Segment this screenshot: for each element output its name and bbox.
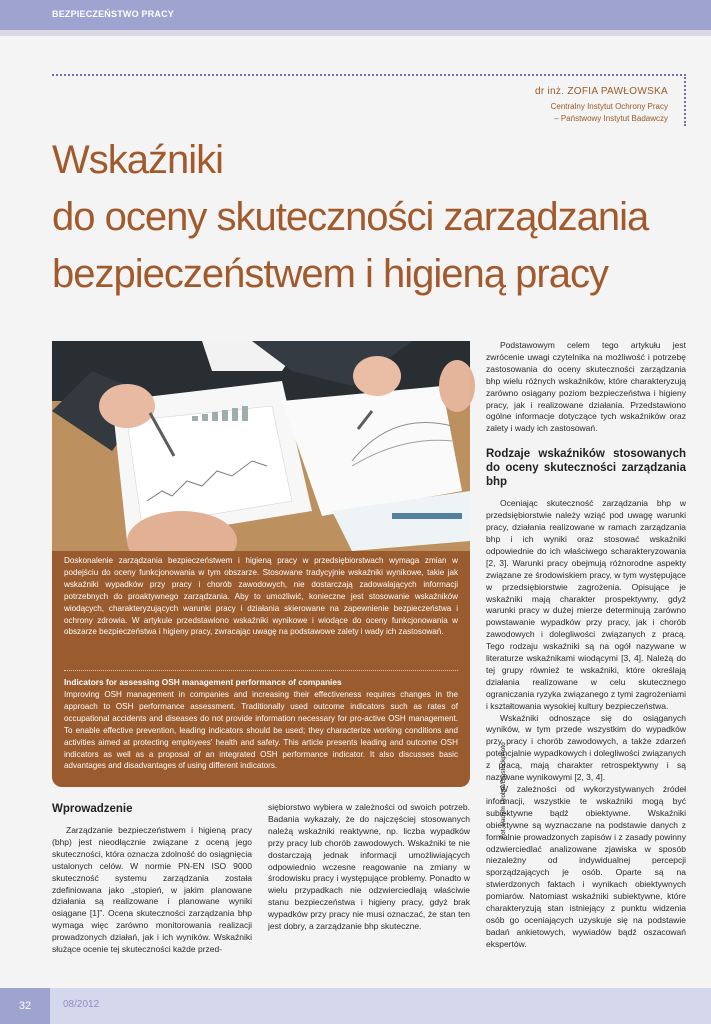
author-block bbox=[535, 86, 668, 125]
paragraph: Podstawowym celem tego artykułu jest zwrócenie uwagi czytelnika na możliwość i potrzebę zastosowania do oceny skuteczności zarządzania bhp wielu różnych wskaźników, które charakteryzują zarówno osiągany poziom bezpieczeństwa i higieny pracy, jak i realizowane działania. Przedstawiono ogólne informacje dotyczące tych wskaźników oraz zalety i wady ich zastosowań. bbox=[486, 340, 686, 434]
page-number: 32 bbox=[0, 988, 50, 1024]
column-2 bbox=[268, 802, 470, 933]
author-institution-line2: – Państwowy Instytut Badawczy bbox=[554, 114, 668, 123]
section-label: BEZPIECZEŃSTWO PRACY bbox=[52, 9, 175, 19]
issue-label: 08/2012 bbox=[63, 999, 100, 1010]
section-header-band bbox=[0, 0, 711, 30]
author-institution-line1: Centralny Instytut Ochrony Pracy bbox=[550, 102, 668, 111]
paragraph: W zależności od wykorzystywanych źródeł informacji, wszystkie te wskaźniki mogą być subiektywne bądź obiektywne. Wskaźniki obiektywne są wyznaczane na podstawie danych z formalnie prowadzonych zapisów i z zasady powinny odzwierciedlać analizowane zjawiska w sposób niezależny od indywidualnej percepcji sporządzających je osób. Oparte są na stwierdzonych faktach i wynikach obiektywnych pomiarów. Natomiast wskaźniki subiektywne, które charakteryzują stan istniejący z punktu widzenia osób go oceniających uzyskuje się na podstawie badań ankietowych, wywiadów bądź oszacowań ekspertów. bbox=[486, 784, 686, 949]
paragraph: Zarządzanie bezpieczeństwem i higieną pracy (bhp) jest nieodłącznie związane z oceną jego skuteczności, która oznacza zdolność do osiągnięcia ustalonych celów. W normie PN-EN ISO 9000 skuteczność systemu zarządzania została zdefiniowana jako „stopień, w jakim planowane działania są realizowane i planowane wyniki osiągane [1]”. Ocena skuteczności zarządzania bhp wymaga więc zarówno monitorowania realizacji prowadzonych działań, jak i ich wyników. Wskaźniki służące ocenie tej skuteczności każde przed- bbox=[52, 825, 252, 955]
heading-introduction: Wprowadzenie bbox=[52, 803, 133, 815]
paragraph: Oceniając skuteczność zarządzania bhp w przedsiębiorstwie należy wziąć pod uwagę warunki pracy, działania realizowane w ramach zarządzania bhp i ich wyniki oraz stosować wskaźniki odpowiednie do ich właściwego scharakteryzowania [2, 3]. Warunki pracy obejmują różnorodne aspekty związane ze środowiskiem pracy, w tym występujące w przedsiębiorstwie zagrożenia. Opisujące je wskaźniki mają charakter prospektywny, gdyż warunki pracy w dużej mierze determinują zarówno powstawanie wypadków przy pracy, jak i chorób zawodowych i dolegliwości związanych z pracą. Tego rodzaju wskaźniki są na ogół nazywane w literaturze wskaźnikami wiodącymi [3, 4]. Należą do tej grupy również te wskaźniki, które określają działania realizowane w celu skutecznego ograniczania ryzyka związanego z tymi zagrożeniami i kształtowania wysokiej kultury bezpieczeństwa. bbox=[486, 498, 686, 711]
column-3 bbox=[486, 340, 686, 951]
header-rule bbox=[0, 30, 711, 36]
title-line-1: Wskaźniki bbox=[52, 138, 224, 182]
photo-illustration bbox=[52, 341, 470, 551]
abstract-polish: Doskonalenie zarządzania bezpieczeństwem i higieną pracy w przedsiębiorstwach wymaga zmian w podejściu do oceny funkcjonowania w tym obszarze. Stosowane tradycyjnie wskaźniki wynikowe, takie jak wskaźniki wypadków przy pracy i chorób zawodowych, nie dostarczają zadowalających informacji potrzebnych do proaktywnego zarządzania. Aby to umożliwić, konieczne jest stosowanie wskaźników wiodących, charakteryzujących warunki pracy i działania skierowane na zapewnienie bezpieczeństwa i ochrony zdrowia. W artykule przedstawiono wskaźniki wynikowe i wiodące do oceny funkcjonowania w obszarze bezpieczeństwa i higieny pracy, zwracając uwagę na podstawowe zalety i wady ich zastosowań. bbox=[64, 556, 458, 637]
abstract-english: Improving OSH management in companies and increasing their effectiveness requires changes in the approach to OSH performance assessment. Traditionally used outcome indicators such as rates of occupational accidents and diseases do not provide information necessary for pro-active OSH management. To enable effective prevention, leading indicators should be used; they characterize working conditions and activities aimed at protecting employees' health and safety. This article presents leading and outcome OSH indicators as well as a proposal of an integrated OSH performance indicator. It also discusses basic advantages and disadvantages of using different indicators. bbox=[64, 690, 458, 771]
paragraph: siębiorstwo wybiera w zależności od swoich potrzeb. Badania wykazały, że do najczęściej stosowanych należą wskaźniki reaktywne, np. liczba wypadków przy pracy lub chorób zawodowych. Wskaźniki te nie dostarczają jednak informacji umożliwiających odpowiednio wczesne reagowanie na zmiany w środowisku pracy i występujące problemy. Ponadto w wielu przypadkach nie odzwierciedlają właściwie stanu bezpieczeństwa i higieny pracy, gdyż brak wypadków przy pracy nie musi oznaczać, że stan ten jest dobry, a zarządzanie bhp skuteczne. bbox=[268, 802, 470, 932]
photo-credit: Fot. Vadym Drobot/Bigstockphoto bbox=[500, 742, 507, 839]
paragraph: Wskaźniki odnoszące się do osiąganych wyników, w tym przede wszystkim do wypadków przy pracy i chorób zawodowych, a także zdarzeń potencjalnie wypadkowych i dolegliwości związanych z pracą, mają charakter retrospektywny i są nazywane wynikowymi [2, 3, 4]. bbox=[486, 712, 686, 783]
page-footer bbox=[0, 988, 711, 1024]
abstract-english-title: Indicators for assessing OSH management performance of companies bbox=[64, 677, 342, 687]
dotted-rule bbox=[52, 74, 686, 76]
title-line-2: do oceny skuteczności zarządzania bbox=[52, 195, 649, 239]
abstract-separator bbox=[64, 670, 458, 671]
dotted-rule-vertical bbox=[684, 74, 686, 126]
abstract-box bbox=[52, 551, 470, 787]
title-line-3: bezpieczeństwem i higieną pracy bbox=[52, 252, 608, 296]
author-institution bbox=[535, 101, 668, 125]
column-1 bbox=[52, 802, 252, 956]
author-name: dr inż. ZOFIA PAWŁOWSKA bbox=[534, 86, 668, 97]
heading-indicator-types: Rodzaje wskaźników stosowanych do oceny skuteczności zarządzania bhp bbox=[486, 448, 686, 489]
article-title bbox=[52, 132, 692, 303]
